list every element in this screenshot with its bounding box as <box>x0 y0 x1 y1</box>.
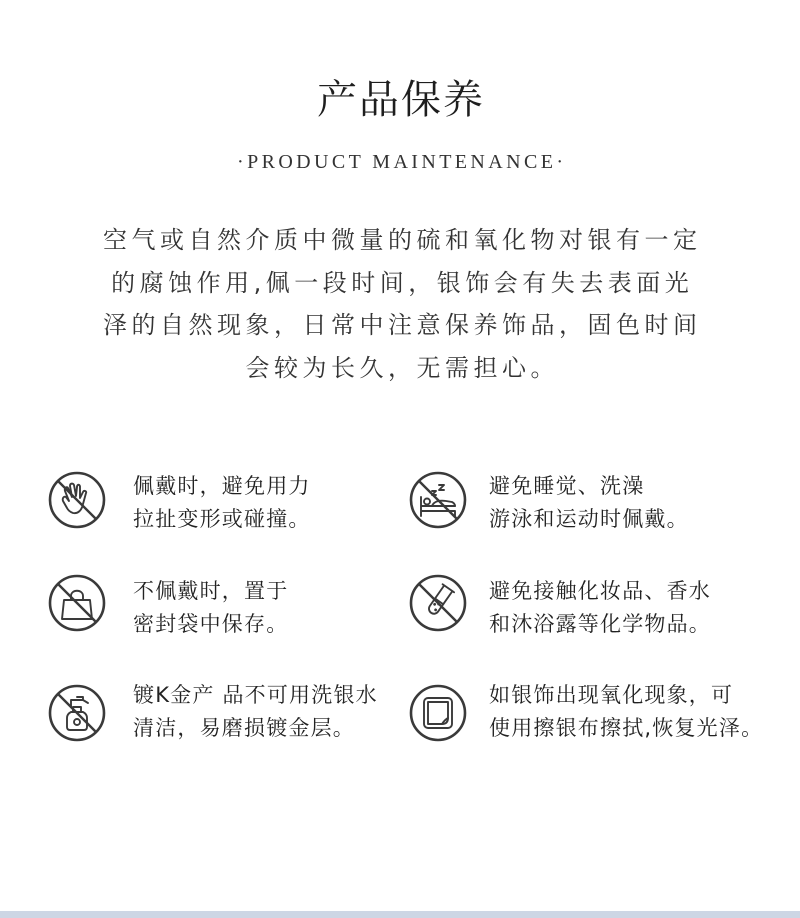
intro-line: 泽的自然现象，日常中注意保养饰品，固色时间 <box>103 311 702 339</box>
polishing-cloth-icon <box>408 683 468 743</box>
care-tip-text <box>133 679 378 745</box>
care-tip-line: 如银饰出现氧化现象，可 <box>489 683 734 707</box>
care-tip-line: 避免睡觉、洗澡 <box>489 474 645 498</box>
care-tip-line: 游泳和运动时佩戴。 <box>489 507 689 531</box>
no-hand-pull-icon <box>47 470 107 530</box>
care-tip-text <box>133 575 288 641</box>
care-tip-polish-cloth <box>408 683 764 749</box>
care-tip-gold-plated <box>47 683 387 749</box>
intro-line: 空气或自然介质中微量的硫和氧化物对银有一定 <box>103 226 702 254</box>
care-tip-line: 避免接触化妆品、香水 <box>489 579 711 603</box>
page-title: 产品保养 <box>317 77 485 123</box>
care-tip-line: 不佩戴时，置于 <box>133 579 289 603</box>
care-tip-line: 和沐浴露等化学物品。 <box>489 612 711 636</box>
intro-line: 会较为长久，无需担心。 <box>245 353 559 382</box>
care-tip-avoid-chemicals <box>408 573 748 639</box>
care-tip-avoid-pulling <box>47 470 387 536</box>
bottom-divider-bar <box>0 911 800 918</box>
no-chemicals-icon <box>408 573 468 633</box>
care-tip-line: 佩戴时，避免用力 <box>133 474 311 498</box>
no-cleaner-spray-icon <box>47 683 107 743</box>
care-tip-line: 清洁，易磨损镀金层。 <box>133 716 355 740</box>
care-tip-line: 拉扯变形或碰撞。 <box>133 507 311 531</box>
care-tip-line: 镀K金产 品不可用洗银水 <box>133 683 378 707</box>
care-tip-avoid-sleep-bath <box>408 470 748 536</box>
page-subtitle: ·PRODUCT MAINTENANCE· <box>237 151 567 173</box>
care-tip-text <box>489 679 763 745</box>
no-sleep-bath-icon <box>408 470 468 530</box>
care-tip-line: 密封袋中保存。 <box>133 612 289 636</box>
intro-paragraph <box>0 219 800 389</box>
sealed-bag-icon <box>47 573 107 633</box>
care-tip-line: 使用擦银布擦拭,恢复光泽。 <box>489 716 764 740</box>
intro-line: 的腐蚀作用,佩一段时间，银饰会有失去表面光 <box>111 268 694 297</box>
care-tip-text <box>489 470 689 536</box>
care-tip-text <box>133 470 311 536</box>
care-tip-sealed-storage <box>47 573 387 639</box>
care-tip-text <box>489 575 711 641</box>
